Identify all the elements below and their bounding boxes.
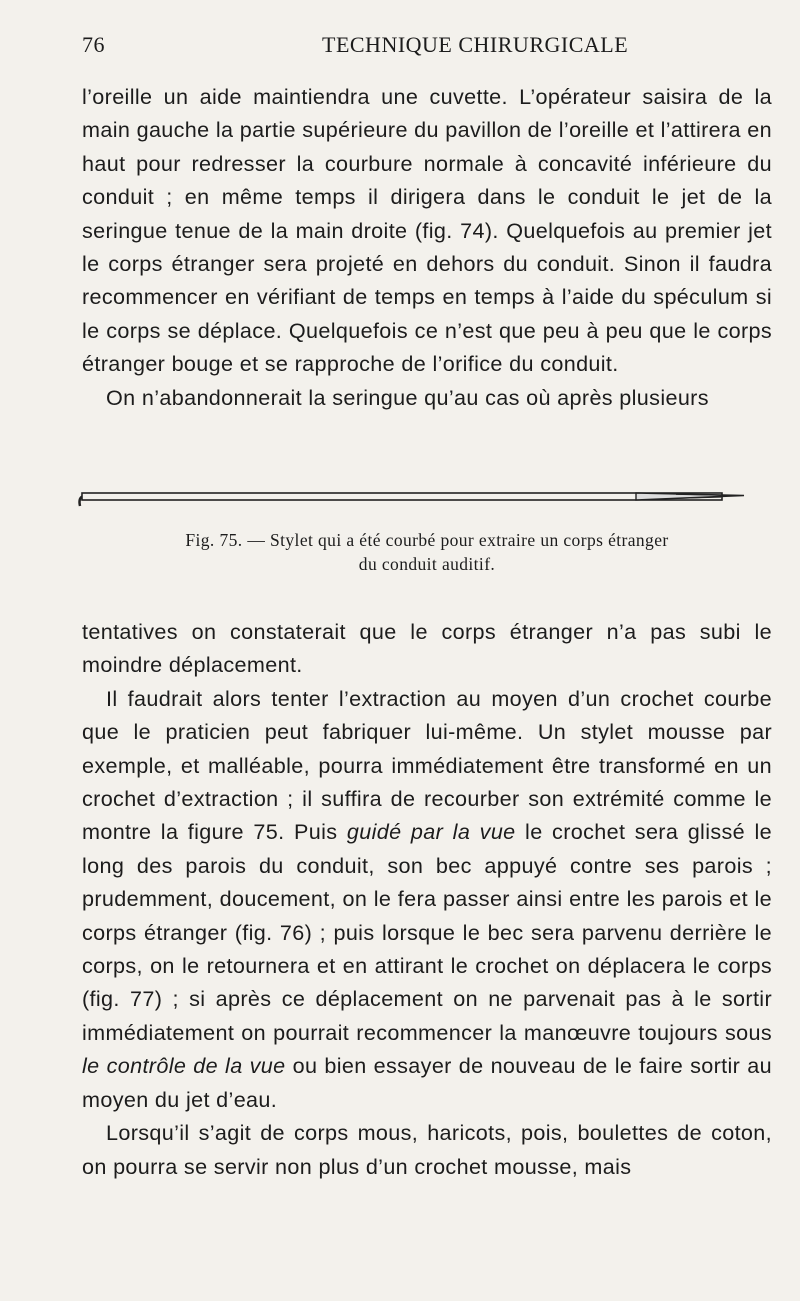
paragraph: On n’abandonnerait la seringue qu’au cas où après plusieurs [106, 384, 709, 410]
italic-text: guidé par la vue [346, 819, 516, 845]
page-number: 76 [82, 32, 105, 57]
figure-caption [82, 528, 772, 576]
italic-text: le contrôle de la vue [82, 1053, 286, 1079]
paragraph-text: ou bien essayer de nouveau de le faire sortir au moyen du jet d’eau. [82, 1053, 772, 1112]
stylet-shaft [82, 493, 722, 500]
paragraph-text: Il faudrait alors tenter l’extraction au moyen d’un crochet courbe que le praticien peut fabriquer lui-même. Un stylet mousse par exemple, et malléable, pourra immédiatement être transformé en un crochet d’extraction ; il suffira de recourber son extrémité comme le montre la figure 75. Puis [82, 685, 772, 845]
caption-line: Fig. 75. — Stylet qui a été courbé pour extraire un corps étranger [185, 530, 669, 550]
stylet-illustration [76, 480, 776, 520]
paragraph: l’oreille un aide maintiendra une cuvette. L’opérateur saisira de la main gauche la partie supérieure du pavillon de l’oreille et l’attirera en haut pour redresser la courbure normale à concavité inférieure du conduit ; en même temps il dirigera dans le conduit le jet de la seringue tenue de la main droite (fig. 74). Quelquefois au premier jet le corps étranger sera projeté en dehors du conduit. Sinon il faudra recommencer en vérifiant de temps en temps à l’aide du spéculum si le corps se déplace. Quelquefois ce n’est que peu à peu que le corps étranger bouge et se rapproche de l’orifice du conduit. [82, 84, 772, 377]
caption-line: du conduit auditif. [358, 554, 496, 574]
page-header [82, 32, 772, 62]
paragraph: Lorsqu’il s’agit de corps mous, haricots, pois, boulettes de coton, on pourra se servir non plus d’un crochet mousse, mais [82, 1120, 772, 1179]
paragraph-text: le crochet sera glissé le long des parois du conduit, son bec appuyé contre ses parois ; prudemment, doucement, on le fera passer ainsi entre les parois et le corps étranger (fig. 76) ; puis lorsque le bec sera parvenu derrière le corps, on le retournera et en attirant le crochet on déplacera le corps (fig. 77) ; si après ce déplacement on ne parvenait pas à le sortir immédiatement on pourrait recommencer la manœuvre toujours sous [82, 819, 772, 1045]
paragraph: tentatives on constaterait que le corps étranger n’a pas subi le moindre déplacement. [82, 619, 772, 678]
book-page [82, 0, 772, 1301]
text-block-bottom [82, 615, 772, 1183]
paragraph [82, 682, 772, 1116]
running-title: TECHNIQUE CHIRURGICALE [322, 32, 629, 57]
text-block-top [82, 80, 772, 414]
